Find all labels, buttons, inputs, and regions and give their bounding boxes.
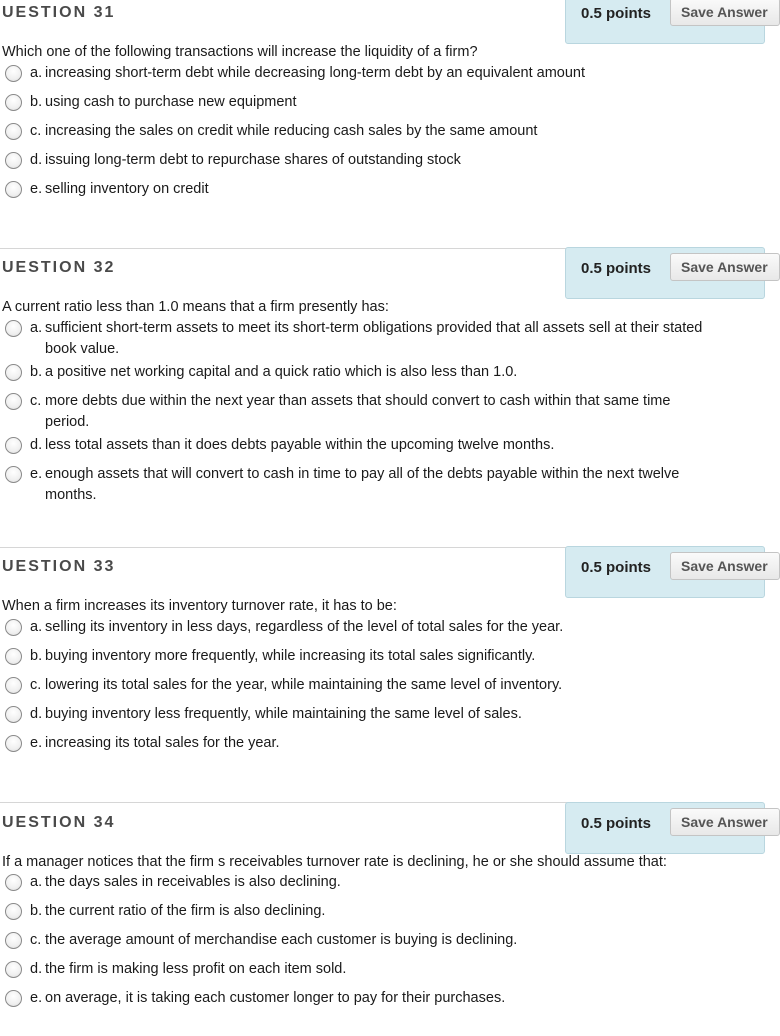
option-text: increasing its total sales for the year. [45,735,280,751]
option-letter: a. [30,874,43,890]
option-text: increasing the sales on credit while reducing cash sales by the same amount [45,123,538,139]
radio-button[interactable] [5,393,22,410]
radio-button[interactable] [5,152,22,169]
radio-button[interactable] [5,181,22,198]
option-letter: e. [30,466,43,482]
option-text: the days sales in receivables is also declining. [45,874,341,890]
option-letter: e. [30,735,43,751]
radio-button[interactable] [5,990,22,1007]
option-letter: a. [30,619,43,635]
points-panel [565,802,768,854]
option-letter: b. [30,94,43,110]
radio-button[interactable] [5,65,22,82]
save-answer-button[interactable]: Save Answer [670,808,780,836]
radio-button[interactable] [5,903,22,920]
option-text: the current ratio of the firm is also declining. [45,903,326,919]
radio-button[interactable] [5,94,22,111]
option-text: the firm is making less profit on each item sold. [45,961,347,977]
points-label: 0.5 points [581,815,652,832]
radio-button[interactable] [5,648,22,665]
option-text: buying inventory more frequently, while increasing its total sales significantly. [45,648,536,664]
option-text: selling inventory on credit [45,181,209,197]
option-letter: c. [30,677,42,693]
radio-button[interactable] [5,320,22,337]
option-text-line-2: period. [45,414,90,430]
option-letter: a. [30,65,43,81]
option-letter: b. [30,903,43,919]
question-title: UESTION 31 [2,4,116,21]
option-letter: d. [30,152,43,168]
save-answer-button[interactable]: Save Answer [670,253,780,281]
radio-button[interactable] [5,364,22,381]
question-text: Which one of the following transactions will increase the liquidity of a firm? [2,44,478,60]
option-letter: a. [30,320,43,336]
option-text: a positive net working capital and a quick ratio which is also less than 1.0. [45,364,518,380]
option-letter: c. [30,123,42,139]
radio-button[interactable] [5,677,22,694]
option-letter: e. [30,181,43,197]
option-text-line-2: book value. [45,341,120,357]
radio-button[interactable] [5,123,22,140]
option-text-line-2: months. [45,487,97,503]
option-text: buying inventory less frequently, while maintaining the same level of sales. [45,706,522,722]
option-letter: d. [30,961,43,977]
option-letter: b. [30,364,43,380]
question-title: UESTION 33 [2,558,116,575]
radio-button[interactable] [5,619,22,636]
question-text: When a firm increases its inventory turnover rate, it has to be: [2,598,397,614]
radio-button[interactable] [5,874,22,891]
points-panel [565,546,768,598]
option-text: selling its inventory in less days, regardless of the level of total sales for the year. [45,619,564,635]
option-letter: c. [30,932,42,948]
option-text: the average amount of merchandise each customer is buying is declining. [45,932,518,948]
option-letter: b. [30,648,43,664]
points-label: 0.5 points [581,5,652,22]
question-text: A current ratio less than 1.0 means that a firm presently has: [2,299,389,315]
radio-button[interactable] [5,961,22,978]
question-title: UESTION 34 [2,814,116,831]
option-letter: e. [30,990,43,1006]
radio-button[interactable] [5,466,22,483]
points-label: 0.5 points [581,559,652,576]
save-answer-button[interactable]: Save Answer [670,0,780,26]
option-text: on average, it is taking each customer longer to pay for their purchases. [45,990,506,1006]
option-letter: d. [30,437,43,453]
save-answer-button[interactable]: Save Answer [670,552,780,580]
option-letter: c. [30,393,42,409]
option-text: increasing short-term debt while decreasing long-term debt by an equivalent amount [45,65,586,81]
option-text: issuing long-term debt to repurchase shares of outstanding stock [45,152,461,168]
radio-button[interactable] [5,735,22,752]
radio-button[interactable] [5,437,22,454]
option-text: less total assets than it does debts payable within the upcoming twelve months. [45,437,555,453]
radio-button[interactable] [5,932,22,949]
points-panel [565,247,768,299]
option-text-line-1: sufficient short-term assets to meet its short-term obligations provided that all assets sell at their stated [45,320,703,336]
question-text: If a manager notices that the firm s receivables turnover rate is declining, he or she should assume that: [2,854,667,870]
option-text-line-1: enough assets that will convert to cash in time to pay all of the debts payable within the next twelve [45,466,680,482]
option-text: using cash to purchase new equipment [45,94,297,110]
points-panel [565,0,768,44]
option-text: lowering its total sales for the year, while maintaining the same level of inventory. [45,677,563,693]
option-text-line-1: more debts due within the next year than assets that should convert to cash within that same time [45,393,671,409]
option-letter: d. [30,706,43,722]
points-label: 0.5 points [581,260,652,277]
radio-button[interactable] [5,706,22,723]
question-title: UESTION 32 [2,259,116,276]
